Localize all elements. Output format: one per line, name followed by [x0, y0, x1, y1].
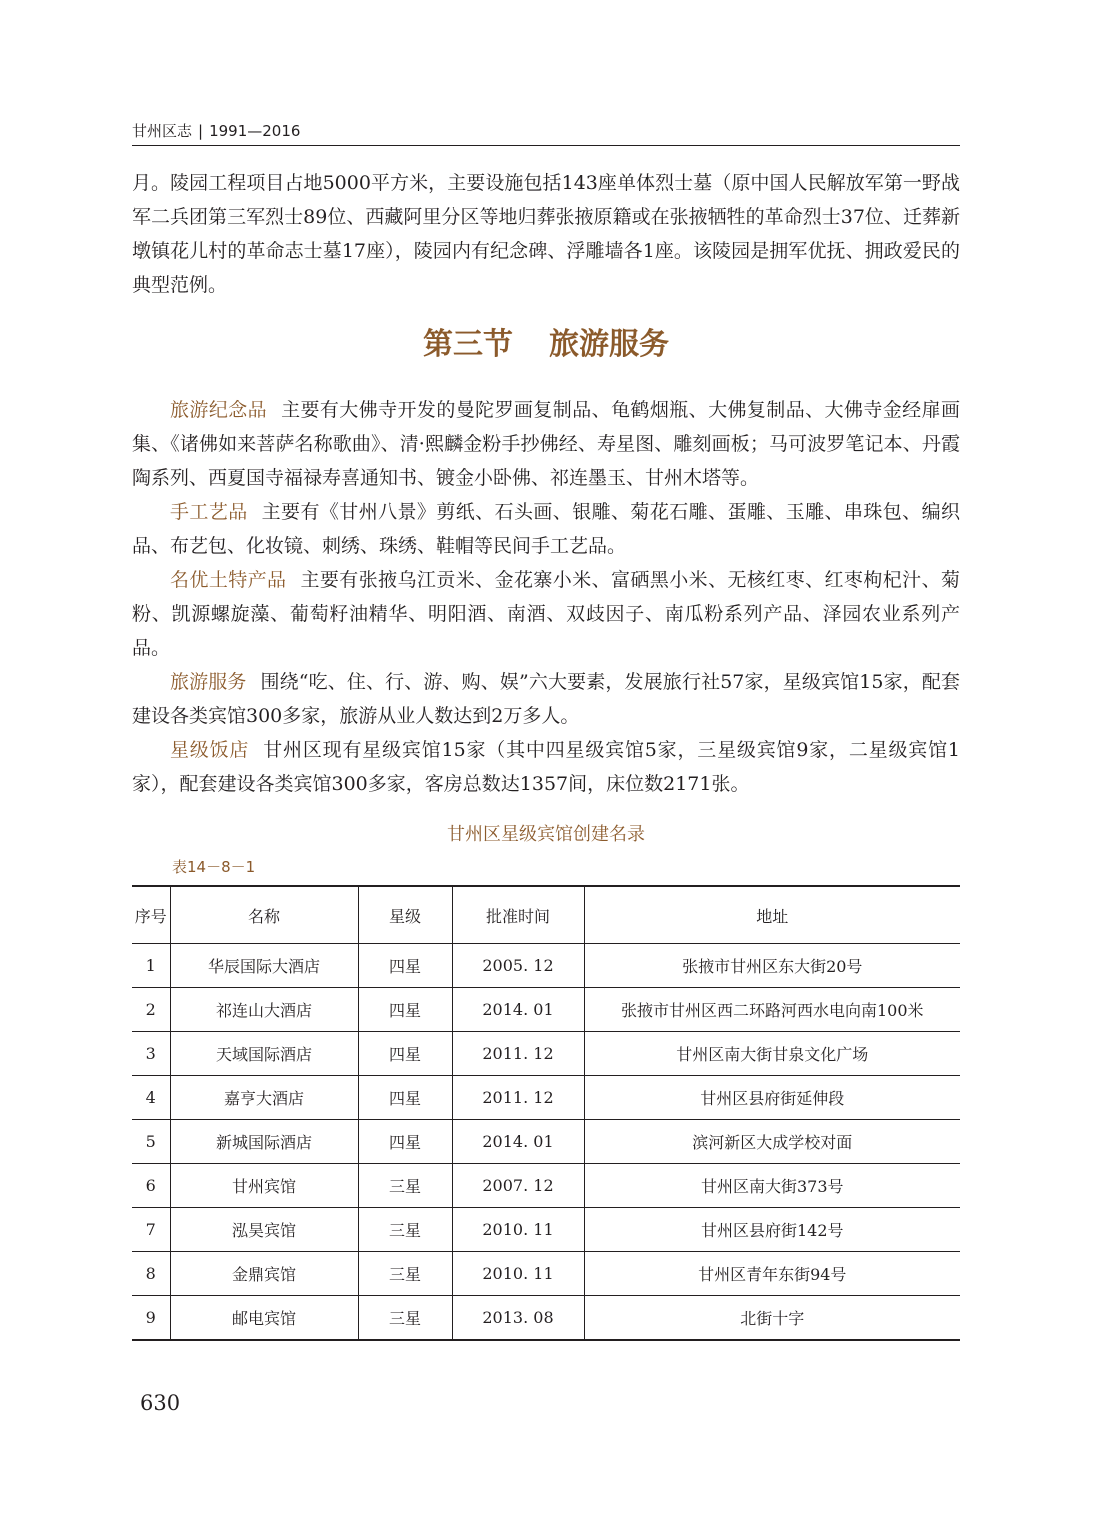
table-row	[132, 1164, 960, 1208]
cell-name: 新城国际酒店	[170, 1120, 358, 1164]
table-row	[132, 1120, 960, 1164]
cell-name: 祁连山大酒店	[170, 988, 358, 1032]
cell-rating: 三星	[358, 1296, 452, 1341]
cell-address: 张掖市甘州区西二环路河西水电向南100米	[584, 988, 960, 1032]
table-header-row	[132, 886, 960, 944]
cell-address: 滨河新区大成学校对面	[584, 1120, 960, 1164]
cell-rating: 四星	[358, 1120, 452, 1164]
cell-index: 7	[132, 1208, 170, 1252]
header-separator: |	[198, 122, 204, 140]
table-row	[132, 1296, 960, 1341]
book-years: 1991—2016	[209, 122, 301, 140]
hotel-table	[132, 885, 960, 1341]
running-header	[132, 121, 960, 146]
paragraph-specialties	[132, 563, 960, 665]
cell-index: 2	[132, 988, 170, 1032]
cell-address: 甘州区青年东街94号	[584, 1252, 960, 1296]
cell-index: 9	[132, 1296, 170, 1341]
cell-index: 6	[132, 1164, 170, 1208]
cell-address: 张掖市甘州区东大街20号	[584, 944, 960, 988]
intro-paragraph: 月。陵园工程项目占地5000平方米，主要设施包括143座单体烈士墓（原中国人民解放军第一野战军二兵团第三军烈士89位、西藏阿里分区等地归葬张掖原籍或在张掖牺牲的革命烈士37位、迁葬新墩镇花儿村的革命志士墓17座），陵园内有纪念碑、浮雕墙各1座。该陵园是拥军优抚、拥政爱民的典型范例。	[132, 172, 960, 296]
paragraph-text: 围绕“吃、住、行、游、购、娱”六大要素，发展旅行社57家，星级宾馆15家，配套建设各类宾馆300多家，旅游从业人数达到2万多人。	[132, 671, 960, 727]
section-name: 旅游服务	[549, 327, 669, 362]
cell-name: 泓昊宾馆	[170, 1208, 358, 1252]
cell-address: 北街十字	[584, 1296, 960, 1341]
cell-index: 4	[132, 1076, 170, 1120]
header-cell-name: 名称	[170, 886, 358, 944]
cell-approval-date: 2005. 12	[452, 944, 584, 988]
paragraph-text: 甘州区现有星级宾馆15家（其中四星级宾馆5家，三星级宾馆9家，二星级宾馆1家），配套建设各类宾馆300多家，客房总数达1357间，床位数2171张。	[132, 739, 960, 795]
section-title	[132, 323, 960, 367]
cell-rating: 四星	[358, 1032, 452, 1076]
header-cell-index: 序号	[132, 886, 170, 944]
header-cell-approval-date: 批准时间	[452, 886, 584, 944]
cell-rating: 四星	[358, 944, 452, 988]
intro-block	[132, 166, 960, 302]
cell-name: 天域国际酒店	[170, 1032, 358, 1076]
cell-name: 华辰国际大酒店	[170, 944, 358, 988]
paragraph-text: 主要有大佛寺开发的曼陀罗画复制品、龟鹤烟瓶、大佛复制品、大佛寺金经扉画集、《诸佛如来菩萨名称歌曲》、清·熙麟金粉手抄佛经、寿星图、雕刻画板；马可波罗笔记本、丹霞陶系列、西夏国寺福禄寿喜通知书、镀金小卧佛、祁连墨玉、甘州木塔等。	[132, 399, 960, 489]
paragraph-text: 主要有《甘州八景》剪纸、石头画、银雕、菊花石雕、蛋雕、玉雕、串珠包、编织品、布艺包、化妆镜、刺绣、珠绣、鞋帽等民间手工艺品。	[132, 501, 960, 557]
paragraph-lead: 手工艺品	[170, 501, 248, 523]
body-paragraphs	[132, 393, 960, 801]
paragraph-lead: 旅游纪念品	[170, 399, 268, 421]
cell-rating: 三星	[358, 1208, 452, 1252]
cell-approval-date: 2013. 08	[452, 1296, 584, 1341]
section-number: 第三节	[423, 327, 513, 362]
cell-address: 甘州区南大街甘泉文化广场	[584, 1032, 960, 1076]
table-row	[132, 1076, 960, 1120]
cell-name: 邮电宾馆	[170, 1296, 358, 1341]
cell-name: 甘州宾馆	[170, 1164, 358, 1208]
header-cell-address: 地址	[584, 886, 960, 944]
cell-rating: 三星	[358, 1164, 452, 1208]
cell-rating: 三星	[358, 1252, 452, 1296]
paragraph-tourism-services	[132, 665, 960, 733]
cell-approval-date: 2011. 12	[452, 1032, 584, 1076]
table-row	[132, 1032, 960, 1076]
paragraph-lead: 名优土特产品	[170, 569, 287, 591]
cell-address: 甘州区县府街142号	[584, 1208, 960, 1252]
book-title: 甘州区志	[132, 122, 193, 140]
paragraph-lead: 星级饭店	[170, 739, 250, 761]
table-title: 甘州区星级宾馆创建名录	[447, 824, 645, 845]
paragraph-handicrafts	[132, 495, 960, 563]
cell-index: 5	[132, 1120, 170, 1164]
cell-rating: 四星	[358, 988, 452, 1032]
table-number: 表14－8－1	[172, 858, 256, 876]
cell-approval-date: 2010. 11	[452, 1252, 584, 1296]
table-row	[132, 988, 960, 1032]
table-row	[132, 1208, 960, 1252]
cell-name: 嘉亨大酒店	[170, 1076, 358, 1120]
paragraph-souvenirs	[132, 393, 960, 495]
cell-index: 8	[132, 1252, 170, 1296]
header-cell-rating: 星级	[358, 886, 452, 944]
paragraph-lead: 旅游服务	[170, 671, 247, 693]
cell-index: 3	[132, 1032, 170, 1076]
cell-index: 1	[132, 944, 170, 988]
cell-approval-date: 2011. 12	[452, 1076, 584, 1120]
cell-approval-date: 2014. 01	[452, 1120, 584, 1164]
cell-address: 甘州区南大街373号	[584, 1164, 960, 1208]
cell-approval-date: 2014. 01	[452, 988, 584, 1032]
paragraph-star-hotels	[132, 733, 960, 801]
cell-approval-date: 2010. 11	[452, 1208, 584, 1252]
cell-address: 甘州区县府街延伸段	[584, 1076, 960, 1120]
cell-rating: 四星	[358, 1076, 452, 1120]
cell-approval-date: 2007. 12	[452, 1164, 584, 1208]
page-number: 630	[140, 1391, 181, 1415]
paragraph-text: 主要有张掖乌江贡米、金花寨小米、富硒黑小米、无核红枣、红枣枸杞汁、菊粉、凯源螺旋藻、葡萄籽油精华、明阳酒、南酒、双歧因子、南瓜粉系列产品、泽园农业系列产品。	[132, 569, 960, 659]
table-row	[132, 1252, 960, 1296]
table-row	[132, 944, 960, 988]
cell-name: 金鼎宾馆	[170, 1252, 358, 1296]
